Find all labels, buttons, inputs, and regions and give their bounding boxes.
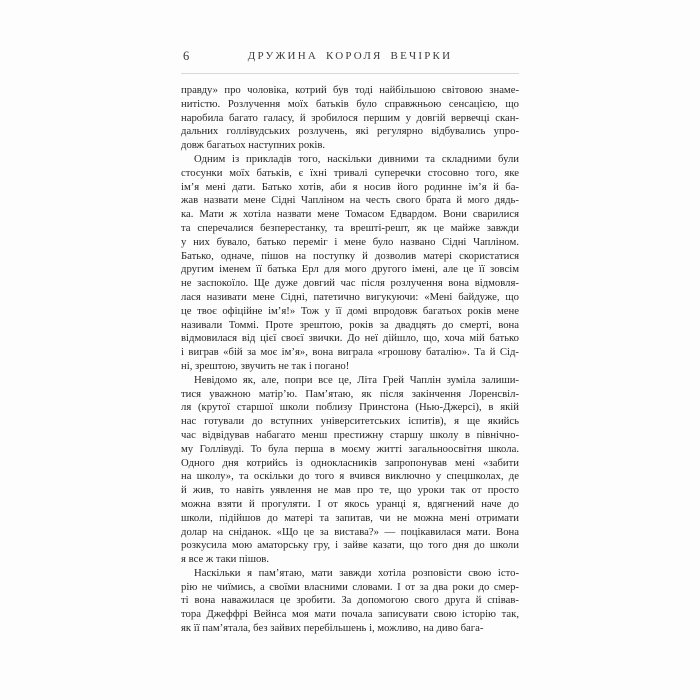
- paragraph: [181, 84, 519, 153]
- text-line: довж багатьох наступних років.: [181, 139, 326, 152]
- body-text: [181, 84, 519, 636]
- text-line: долар на сніданок. «Що це за вистава?» — поцікавилася мати. Вона: [181, 525, 519, 538]
- text-line: розкусила мою аматорську гру, і зайве казати, що того дня до школи: [181, 539, 519, 552]
- paragraph: [181, 567, 519, 636]
- text-line: й жив, то навіть уявлення не мав про те, що уроки так от просто: [181, 484, 519, 497]
- text-line: наробила багато галасу, й зробилося першим у довгій вервечці скан-: [181, 111, 519, 124]
- text-line: лася називати мене Сідні, патетично вигукуючи: «Мені байдуже, що: [181, 290, 519, 303]
- text-line: відмовилася від цієї своєї звички. До неї дійшло, що, хоча мій батько: [181, 332, 519, 345]
- paragraph: [181, 153, 519, 374]
- running-title: ДРУЖИНА КОРОЛЯ ВЕЧІРКИ: [247, 50, 453, 62]
- text-line: та сперечалися безперестанку, та врешті-решт, як це майже завжди: [181, 221, 519, 234]
- text-line: ні, зрештою, звучить не так і погано!: [181, 359, 350, 372]
- text-line: Невідомо як, але, попри все це, Літа Грей Чаплін зуміла залиши-: [194, 373, 519, 386]
- text-line: правду» про чоловіка, котрий був тоді найбільшою світовою знаме-: [181, 84, 519, 96]
- text-line: не заспокоїло. Ще дуже довгий час після розлучення вона відмовля-: [181, 277, 519, 290]
- text-line: ка. Мати ж хотіла назвати мене Томасом Едвардом. Вони сварилися: [181, 208, 519, 221]
- text-line: це твоє офіційне ім’я!» Тож у її домі впродовж багатьох років мене: [181, 304, 519, 317]
- text-line: я все ж таки пішов.: [181, 553, 270, 566]
- text-line: нас готували до вступних університетських іспитів), я ще якийсь: [181, 415, 519, 428]
- text-line: тора Джеффрі Вейнса моя мати почала записувати свою історію так,: [181, 608, 519, 621]
- text-line: му Голлівуді. То була перша в моєму житті загальноосвітня школа.: [181, 442, 519, 455]
- text-line: школи, підійшов до матері та запитав, чи не можна мені отримати: [181, 511, 519, 524]
- paragraph: [181, 374, 519, 567]
- text-line: у них бувало, батько переміг і мене було названо Сідні Чапліном.: [181, 235, 519, 248]
- text-column: [181, 0, 519, 636]
- text-line: на школу», та оскільки до того я вчився виключно у спецшколах, де: [181, 470, 519, 483]
- text-line: можна взяти й прогуляти. І от якось уранці я, вдягнений наче до: [181, 497, 519, 510]
- text-line: дальних голлівудських розлучень, які регулярно відбувались упро-: [181, 125, 519, 138]
- text-line: Наскільки я пам’ятаю, мати завжди хотіла розповісти свою істо-: [194, 566, 519, 579]
- text-line: другим іменем її батька Ерл для мого другого імені, але це її зовсім: [181, 263, 519, 276]
- text-line: Батько, одначе, пішов на поступку й дозволив матері скористатися: [181, 249, 519, 262]
- header-rule: [181, 73, 519, 74]
- text-line: час відвідував набагато менш престижну старшу школу в північно-: [181, 428, 519, 441]
- text-line: як її пам’ятала, без зайвих перебільшень і, можливо, на диво бага-: [181, 622, 484, 635]
- text-line: Одного дня котрийсь із однокласників запропонував мені «забити: [181, 456, 519, 469]
- text-line: рію не чиїмись, а своїми власними словами. І от за два роки до смер-: [181, 580, 519, 593]
- text-line: і виграв «бій за моє ім’я», вона виграла «грошову баталію». Та й Сід-: [181, 346, 519, 359]
- page-number: 6: [183, 49, 190, 63]
- text-line: Одним із прикладів того, наскільки дивними та складними були: [194, 152, 519, 165]
- text-line: стосунки моїх батьків, є їхні тривалі суперечки стосовно того, яке: [181, 166, 519, 179]
- text-line: ля (крутої старшої школи поблизу Принстона (Нью-Джерсі), в якій: [181, 401, 519, 414]
- text-line: нитістю. Розлучення моїх батьків було справжньою сенсацією, що: [181, 97, 519, 110]
- text-line: тися уважною матір’ю. Пам’ятаю, як після закінчення Лоренсвіл-: [181, 387, 519, 400]
- page-header: [181, 0, 519, 65]
- text-line: називали Томмі. Проте зрештою, років за двадцять до смерті, вона: [181, 318, 519, 331]
- text-line: жав назвати мене Сідні Чапліном на честь свого брата й мого дядь-: [181, 194, 519, 207]
- text-line: ті вона наважилася це зробити. За допомогою свого друга й співав-: [181, 594, 519, 607]
- text-line: ім’я мені дати. Батько хотів, аби я носив його родинне ім’я й ба-: [181, 180, 519, 193]
